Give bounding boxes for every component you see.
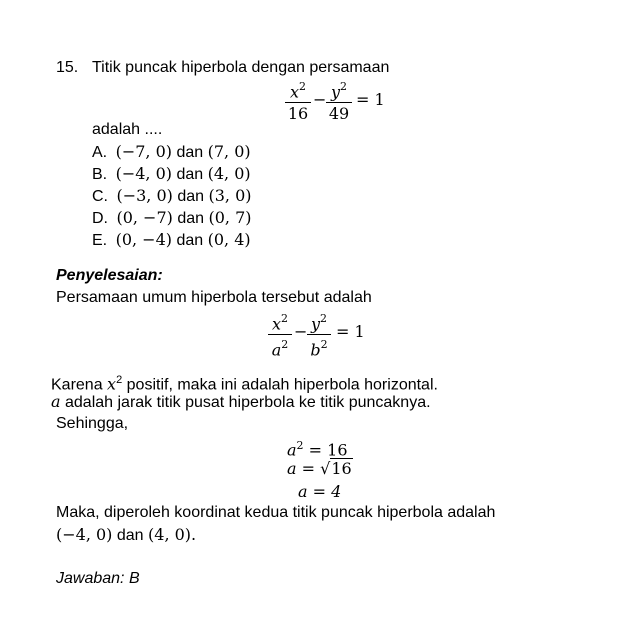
exponent: 2 (296, 439, 304, 452)
text: positif, maka ini adalah hiperbola horizontal. (126, 376, 438, 394)
fraction-y-over-b (307, 310, 331, 360)
text: Karena (51, 376, 103, 394)
option-dan: dan (176, 144, 204, 161)
equals-one: = 1 (356, 90, 385, 109)
option-point-2: (7, 0) (207, 142, 251, 161)
minus-sign: − (294, 322, 308, 341)
equals-one: = 1 (336, 322, 365, 341)
option-point-2: (0, 7) (208, 208, 252, 227)
exponent: 2 (299, 80, 307, 93)
var-x: x (289, 82, 300, 102)
option-a (92, 142, 251, 163)
option-dan: dan (176, 232, 204, 249)
conclusion-points (56, 525, 196, 546)
exponent: 2 (320, 312, 328, 325)
fraction-y-over-49 (326, 78, 352, 123)
question-after-text: adalah .... (92, 121, 163, 138)
option-point-2: (0, 4) (207, 230, 251, 249)
option-b (92, 164, 251, 185)
option-point-1: (−7, 0) (115, 142, 172, 161)
reason-line-2 (51, 392, 431, 413)
rhs: = 16 (308, 440, 348, 460)
option-point-1: (−4, 0) (115, 164, 172, 183)
point-1: (−4, 0) (56, 525, 113, 544)
var-a: a (271, 340, 282, 360)
option-point-1: (0, −7) (116, 208, 173, 227)
option-letter: D. (92, 210, 108, 227)
option-letter: B. (92, 166, 108, 183)
exponent: 2 (320, 338, 328, 352)
question-number: 15. (56, 59, 79, 76)
option-point-1: (−3, 0) (116, 186, 173, 205)
exponent: 2 (340, 80, 348, 93)
exponent: 2 (116, 374, 123, 386)
var-b: b (310, 340, 321, 360)
answer: Jawaban: B (56, 570, 140, 587)
option-letter: A. (92, 144, 108, 161)
minus-sign: − (313, 90, 327, 109)
option-dan: dan (176, 166, 204, 183)
denominator-49: 49 (328, 104, 350, 124)
fraction-x-over-a (268, 310, 292, 360)
option-letter: C. (92, 188, 108, 205)
option-letter: E. (92, 232, 108, 249)
solution-heading: Penyelesaian: (56, 267, 163, 284)
exponent: 2 (281, 312, 289, 325)
var-x: x (107, 374, 117, 394)
var-a: a (287, 440, 297, 460)
text: adalah jarak titik pusat hiperbola ke titik puncaknya. (65, 394, 431, 411)
general-equation-text: Persamaan umum hiperbola tersebut adalah (56, 289, 372, 306)
dan: dan (116, 527, 144, 544)
denominator-16: 16 (287, 104, 309, 124)
var-y: y (310, 314, 321, 334)
var-a: a (287, 459, 297, 478)
var-a: a (51, 392, 61, 411)
step-a-value: a = 4 (298, 482, 342, 501)
sqrt-argument: 16 (331, 459, 352, 478)
var-y: y (330, 82, 341, 102)
point-2: (4, 0). (148, 525, 197, 544)
option-dan: dan (177, 210, 205, 227)
sehingga-text: Sehingga, (56, 415, 129, 432)
step-a-squared (287, 436, 348, 460)
option-d (92, 208, 252, 229)
option-c (92, 186, 252, 207)
var-x: x (271, 314, 282, 334)
conclusion-text: Maka, diperoleh koordinat kedua titik puncak hiperbola adalah (56, 504, 496, 521)
option-point-1: (0, −4) (115, 230, 172, 249)
option-point-2: (3, 0) (208, 186, 252, 205)
option-e (92, 230, 251, 251)
sqrt-icon: √ (320, 459, 331, 478)
fraction-x-over-16 (285, 78, 311, 123)
equals: = (301, 459, 316, 478)
option-point-2: (4, 0) (207, 164, 251, 183)
question-text: Titik puncak hiperbola dengan persamaan (92, 59, 390, 76)
option-dan: dan (177, 188, 205, 205)
exponent: 2 (281, 338, 289, 352)
step-a-sqrt (287, 459, 353, 479)
